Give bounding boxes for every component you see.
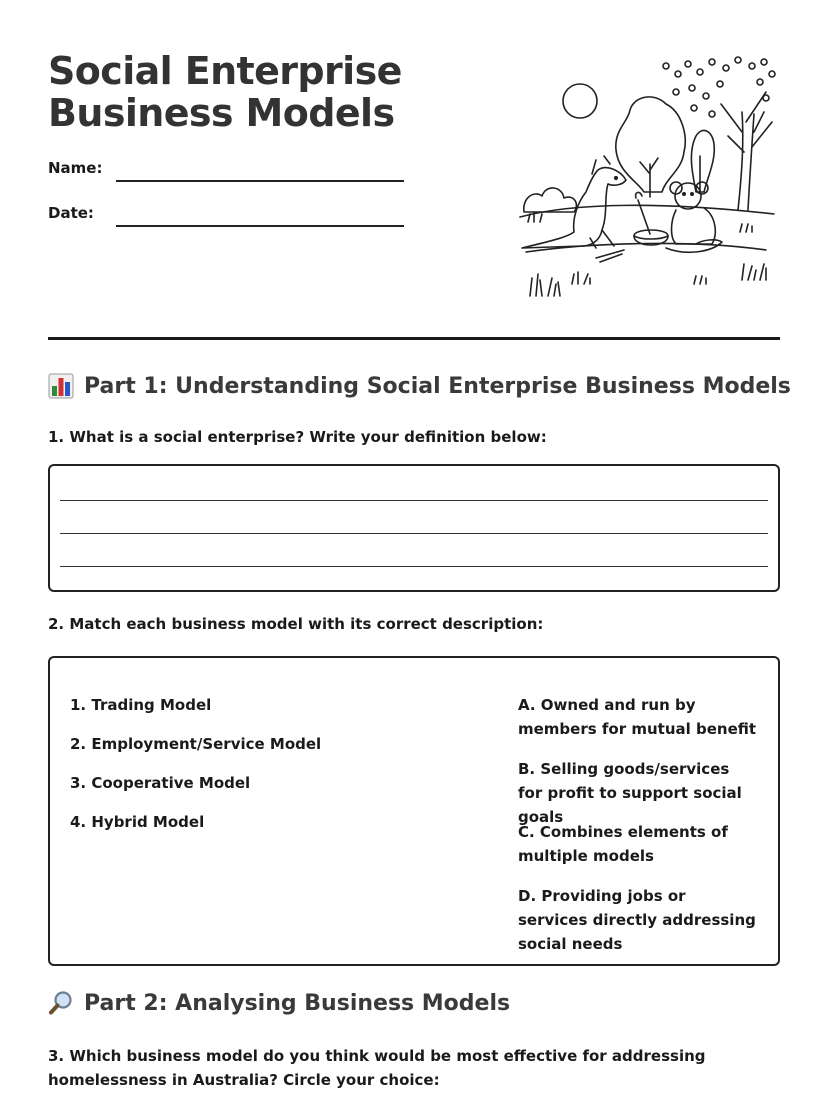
question-1: 1. What is a social enterprise? Write your definition below: [48, 428, 547, 446]
name-label: Name: [48, 159, 103, 177]
part2-heading [48, 990, 510, 1016]
divider [48, 337, 780, 340]
date-label: Date: [48, 204, 94, 222]
title-line-2: Business Models [48, 91, 395, 135]
description-item: B. Selling goods/services for profit to support social goals [518, 760, 742, 826]
sun-icon [563, 84, 597, 118]
question-2: 2. Match each business model with its correct description: [48, 615, 544, 633]
date-field[interactable] [116, 225, 404, 227]
bar-chart-icon [48, 373, 74, 399]
description-item: D. Providing jobs or services directly addressing social needs [518, 887, 756, 953]
matching-box [48, 656, 780, 966]
writing-line [60, 566, 768, 567]
model-item: 2. Employment/Service Model [70, 735, 322, 753]
log [596, 250, 624, 262]
description-item: A. Owned and run by members for mutual benefit [518, 696, 757, 738]
kangaroo-koala-illustration [516, 52, 780, 302]
tree-trunk [721, 92, 772, 210]
koala-head [675, 183, 701, 209]
question-3: 3. Which business model do you think would be most effective for addressing homelessness in Australia? Circle your choice: [48, 1047, 706, 1089]
writing-line [60, 500, 768, 501]
definition-answer-box[interactable] [48, 464, 780, 592]
kangaroo [522, 156, 626, 248]
name-field[interactable] [116, 180, 404, 182]
model-item: 4. Hybrid Model [70, 813, 205, 831]
writing-line [60, 533, 768, 534]
model-item: 3. Cooperative Model [70, 774, 251, 792]
part2-heading-text: Part 2: Analysing Business Models [84, 990, 511, 1016]
title-line-1: Social Enterprise [48, 49, 402, 93]
description-item: C. Combines elements of multiple models [518, 823, 728, 865]
part1-heading-text: Part 1: Understanding Social Enterprise Business Models [84, 373, 791, 399]
magnifying-glass-icon [48, 990, 74, 1016]
model-item: 1. Trading Model [70, 696, 212, 714]
page-title [48, 50, 402, 134]
tree-blossoms [663, 57, 775, 117]
koala-body [672, 208, 716, 244]
part1-heading [48, 373, 791, 399]
